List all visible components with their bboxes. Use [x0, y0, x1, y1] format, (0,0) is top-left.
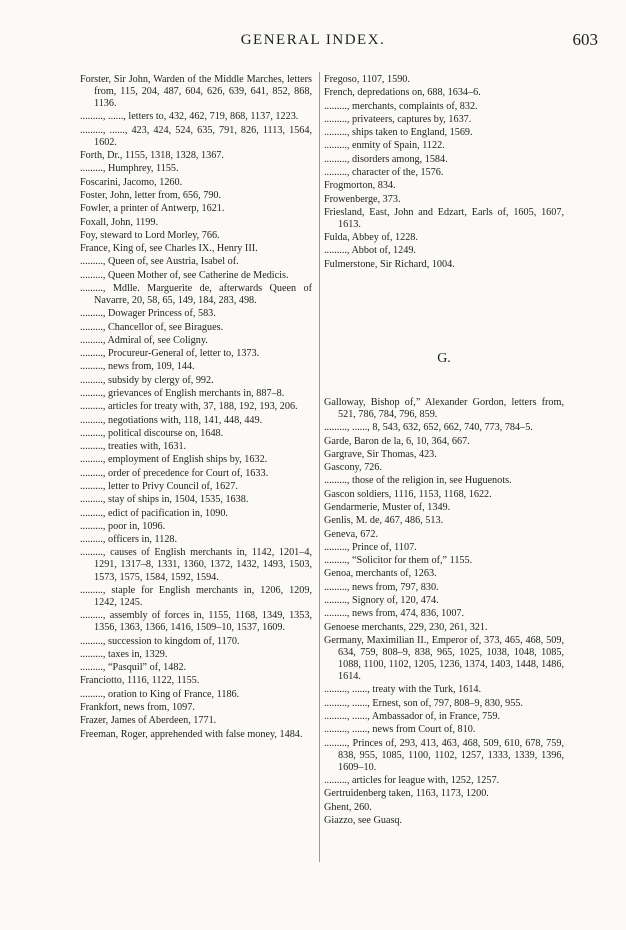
- index-entry: ........., ships taken to England, 1569.: [324, 127, 473, 139]
- index-entry: ........., ......, treaty with the Turk, 1614.: [324, 684, 482, 696]
- index-entry: ........., Prince of, 1107.: [324, 541, 417, 553]
- index-entry: Genoese merchants, 229, 230, 261, 321.: [324, 621, 488, 633]
- index-entry: Foxall, John, 1199.: [80, 216, 159, 228]
- right-column-bottom: [324, 397, 564, 827]
- index-entry: Giazzo, see Guasq.: [324, 814, 403, 826]
- index-entry: ........., ......, letters to, 432, 462, 719, 868, 1137, 1223.: [80, 111, 299, 123]
- index-entry: France, King of, see Charles IX., Henry III.: [80, 243, 258, 255]
- index-entry: ........., news from, 797, 830.: [324, 581, 439, 593]
- index-entry: Galloway, Bishop of,” Alexander Gordon, letters from, 521, 786, 784, 796, 859.: [324, 396, 564, 421]
- index-entry: ........., ......, 8, 543, 632, 652, 662, 740, 773, 784–5.: [324, 422, 533, 434]
- index-entry: Germany, Maximilian II., Emperor of, 373, 465, 468, 509, 634, 759, 808–9, 838, 965, 1025, 1038, 1048, 1085, 1088, 1100, 1102, 1205, 1236, 1374, 1403, 1448, 1486, 1614.: [324, 634, 564, 683]
- left-column: [80, 74, 312, 742]
- index-entry: ........., privateers, captures by, 1637.: [324, 113, 472, 125]
- index-entry: ........., merchants, complaints of, 832.: [324, 100, 478, 112]
- index-entry: ........., treaties with, 1631.: [80, 441, 187, 453]
- index-entry: ........., “Pasquil” of, 1482.: [80, 662, 187, 674]
- index-entry: ........., Abbot of, 1249.: [324, 245, 416, 257]
- index-entry: ........., Queen Mother of, see Catherine de Medicis.: [80, 269, 289, 281]
- index-entry: Forth, Dr., 1155, 1318, 1328, 1367.: [80, 150, 224, 162]
- index-entry: Gascony, 726.: [324, 462, 382, 474]
- index-entry: Freeman, Roger, apprehended with false money, 1484.: [80, 728, 303, 740]
- index-entry: ........., Queen of, see Austria, Isabel of.: [80, 256, 239, 268]
- page-number: 603: [572, 30, 598, 49]
- index-entry: ........., staple for English merchants in, 1206, 1209, 1242, 1245.: [80, 584, 312, 608]
- index-entry: Frazer, James of Aberdeen, 1771.: [80, 715, 217, 727]
- index-entry: ........., news from, 109, 144.: [80, 361, 195, 373]
- index-entry: ........., Procureur-General of, letter to, 1373.: [80, 348, 260, 360]
- index-entry: Frowenberge, 373.: [324, 193, 401, 205]
- index-entry: ........., negotiations with, 118, 141, 448, 449.: [80, 414, 263, 426]
- index-entry: Franciotto, 1116, 1122, 1155.: [80, 675, 200, 687]
- index-entry: Geneva, 672.: [324, 528, 379, 540]
- index-entry: ........., “Solicitor for them of,” 1155.: [324, 555, 473, 567]
- page-header: [0, 32, 626, 56]
- index-entry: Frogmorton, 834.: [324, 180, 396, 192]
- index-entry: Genlis, M. de, 467, 486, 513.: [324, 515, 444, 527]
- index-entry: ........., articles for treaty with, 37, 188, 192, 193, 206.: [80, 401, 298, 413]
- column-divider: [319, 72, 320, 862]
- index-entry: Fulmerstone, Sir Richard, 1004.: [324, 258, 455, 270]
- right-column: [324, 74, 564, 828]
- index-entry: ........., edict of pacification in, 1090.: [80, 507, 228, 519]
- index-entry: ........., order of precedence for Court of, 1633.: [80, 467, 269, 479]
- index-entry: Gertruidenberg taken, 1163, 1173, 1200.: [324, 788, 489, 800]
- index-entry: ........., ......, news from Court of, 810.: [324, 724, 476, 736]
- index-entry: Fregoso, 1107, 1590.: [324, 74, 410, 85]
- index-entry: ........., ......, Ernest, son of, 797, 808–9, 830, 955.: [324, 697, 523, 709]
- index-entry: ........., succession to kingdom of, 1170.: [80, 635, 240, 647]
- index-entry: ........., taxes in, 1329.: [80, 648, 168, 660]
- index-entry: Genoa, merchants of, 1263.: [324, 568, 437, 580]
- right-column-top: [324, 74, 564, 271]
- index-entry: Forster, Sir John, Warden of the Middle Marches, letters from, 115, 204, 487, 604, 626, 639, 641, 852, 868, 1136.: [80, 74, 312, 110]
- index-entry: ........., letter to Privy Council of, 1627.: [80, 480, 238, 492]
- index-entry: ........., articles for league with, 1252, 1257.: [324, 774, 500, 786]
- index-entry: Foster, John, letter from, 656, 790.: [80, 189, 222, 201]
- index-entry: ........., Princes of, 293, 413, 463, 468, 509, 610, 678, 759, 838, 955, 1085, 1100, 1102, 1257, 1333, 1339, 1396, 1609–10.: [324, 737, 564, 773]
- index-entry: Fulda, Abbey of, 1228.: [324, 232, 418, 244]
- index-entry: French, depredations on, 688, 1634–6.: [324, 87, 481, 99]
- index-entry: ........., Dowager Princess of, 583.: [80, 308, 216, 320]
- index-entry: ........., Chancellor of, see Biragues.: [80, 321, 224, 333]
- index-entry: Foscarini, Jacomo, 1260.: [80, 176, 183, 188]
- index-entry: ........., character of the, 1576.: [324, 166, 444, 178]
- index-entry: ........., employment of English ships by, 1632.: [80, 454, 268, 466]
- section-letter: G.: [437, 350, 451, 366]
- index-entry: ........., officers in, 1128.: [80, 534, 178, 546]
- index-entry: Gascon soldiers, 1116, 1153, 1168, 1622.: [324, 488, 492, 500]
- index-entry: ........., news from, 474, 836, 1007.: [324, 608, 465, 620]
- index-entry: ........., Mdlle. Marguerite de, afterwards Queen of Navarre, 20, 58, 65, 149, 184, 283, 498.: [80, 282, 312, 307]
- index-entry: Foy, steward to Lord Morley, 766.: [80, 229, 220, 241]
- index-entry: ........., political discourse on, 1648.: [80, 427, 224, 439]
- index-entry: ........., Humphrey, 1155.: [80, 163, 179, 175]
- index-entry: Ghent, 260.: [324, 801, 372, 813]
- index-entry: ........., enmity of Spain, 1122.: [324, 140, 445, 152]
- running-head: GENERAL INDEX.: [240, 32, 386, 48]
- index-entry: ........., disorders among, 1584.: [324, 153, 448, 165]
- index-entry: ........., ......, Ambassador of, in France, 759.: [324, 710, 500, 722]
- index-entry: ........., those of the religion in, see Huguenots.: [324, 475, 512, 487]
- index-entry: ........., stay of ships in, 1504, 1535, 1638.: [80, 494, 249, 506]
- index-entry: ........., Signory of, 120, 474.: [324, 594, 439, 606]
- index-entry: ........., poor in, 1096.: [80, 520, 166, 532]
- index-entry: Frankfort, news from, 1097.: [80, 702, 195, 713]
- index-entry: Garde, Baron de la, 6, 10, 364, 667.: [324, 435, 470, 447]
- index-entry: ........., assembly of forces in, 1155, 1168, 1349, 1353, 1356, 1363, 1366, 1416, 1509–10, 1537, 1609.: [80, 610, 312, 634]
- index-entry: Friesland, East, John and Edzart, Earls of, 1605, 1607, 1613.: [324, 206, 564, 230]
- index-entry: ........., oration to King of France, 1186.: [80, 688, 240, 700]
- index-entry: ........., Admiral of, see Coligny.: [80, 334, 208, 346]
- index-entry: ........., grievances of English merchants in, 887–8.: [80, 388, 285, 399]
- index-entry: ........., ......, 423, 424, 524, 635, 791, 826, 1113, 1564, 1602.: [80, 124, 312, 148]
- index-entry: ........., causes of English merchants in, 1142, 1201–4, 1291, 1317–8, 1331, 1360, 1372, 1432, 1493, 1503, 1573, 1575, 1584, 1592, 1594.: [80, 547, 312, 583]
- index-entry: Gargrave, Sir Thomas, 423.: [324, 448, 437, 460]
- index-entry: Gendarmerie, Muster of, 1349.: [324, 502, 451, 513]
- index-entry: ........., subsidy by clergy of, 992.: [80, 374, 214, 386]
- index-entry: Fowler, a printer of Antwerp, 1621.: [80, 203, 225, 215]
